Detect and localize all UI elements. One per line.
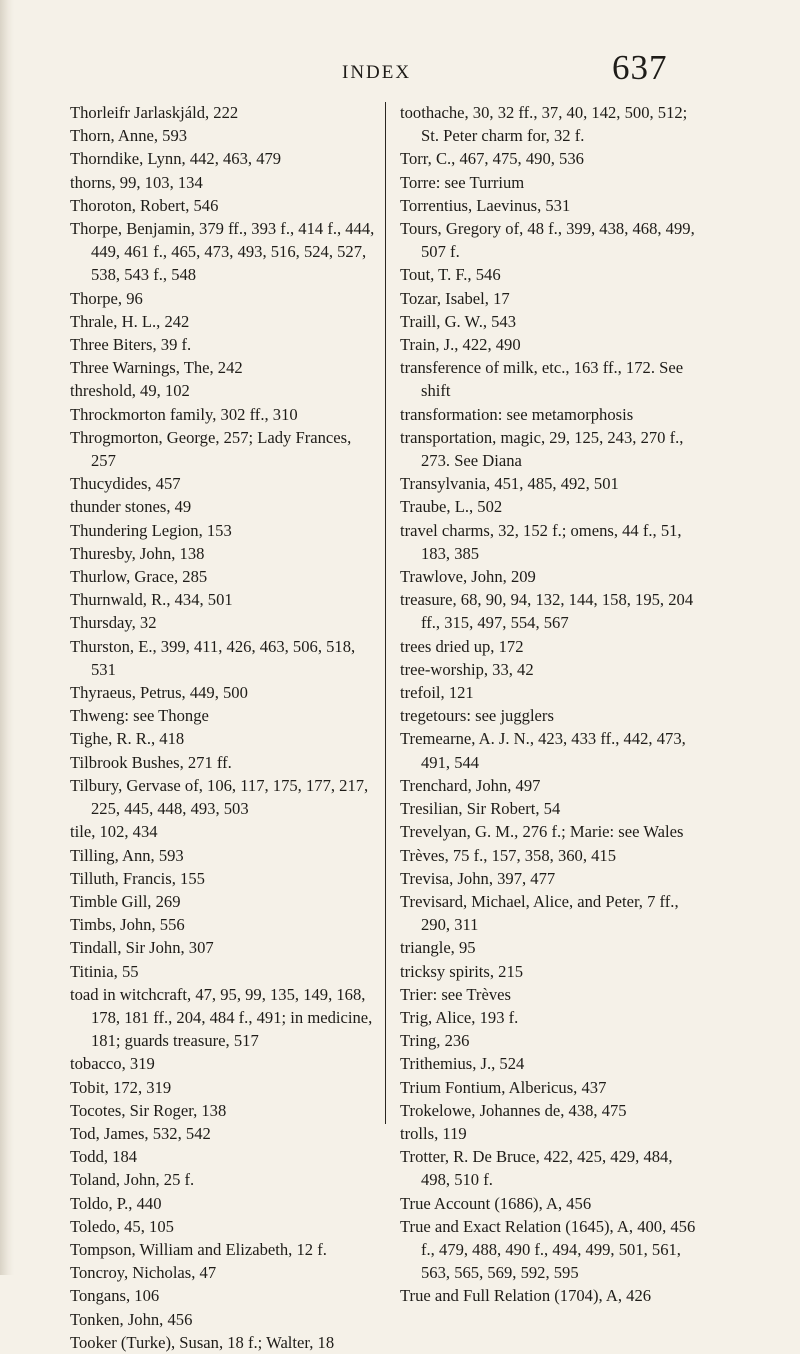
index-entry: Three Warnings, The, 242 (70, 358, 243, 378)
index-entry: Thorndike, Lynn, 442, 463, 479 (70, 149, 282, 169)
index-entry: toothache, 30, 32 ff., 37, 40, 142, 500, 512; St. Peter charm for, 32 f. (400, 103, 688, 146)
index-entry: Thorpe, 96 (70, 288, 143, 308)
index-entry: Thyraeus, Petrus, 449, 500 (70, 683, 248, 703)
index-entry: Torr, C., 467, 475, 490, 536 (400, 149, 584, 169)
index-column-right (400, 101, 704, 1308)
index-entry: tricksy spirits, 215 (400, 961, 524, 981)
running-head: INDEX (342, 62, 412, 83)
index-entry: Toledo, 45, 105 (70, 1216, 174, 1236)
index-entry: Tonken, John, 456 (70, 1309, 193, 1329)
index-entry: Thweng: see Thonge (70, 706, 209, 726)
index-entry: True and Full Relation (1704), A, 426 (400, 1286, 652, 1306)
index-entry: Thorn, Anne, 593 (70, 126, 188, 146)
index-entry: Traube, L., 502 (400, 497, 503, 517)
index-entry: trees dried up, 172 (400, 636, 524, 656)
index-entry: Thurston, E., 399, 411, 426, 463, 506, 518, 531 (70, 636, 356, 679)
index-entry: Trium Fontium, Albericus, 437 (400, 1077, 607, 1097)
index-entry: Timble Gill, 269 (70, 891, 181, 911)
index-entry: Thucydides, 457 (70, 474, 181, 494)
index-entry: Toncroy, Nicholas, 47 (70, 1263, 217, 1283)
index-entry: Thorleifr Jarlaskjáld, 222 (70, 103, 239, 122)
index-entry: Tours, Gregory of, 48 f., 399, 438, 468, 499, 507 f. (400, 219, 695, 262)
index-entry: Trèves, 75 f., 157, 358, 360, 415 (400, 845, 617, 865)
index-entry: treasure, 68, 90, 94, 132, 144, 158, 195, 204 ff., 315, 497, 554, 567 (400, 590, 694, 633)
index-entry: Thurnwald, R., 434, 501 (70, 590, 233, 610)
index-entry: thunder stones, 49 (70, 497, 192, 517)
index-entry: thorns, 99, 103, 134 (70, 172, 203, 192)
index-entry: Throgmorton, George, 257; Lady Frances, 257 (70, 427, 352, 471)
index-entry: Thursday, 32 (70, 613, 157, 633)
index-entry: Torre: see Turrium (400, 172, 525, 192)
index-entry: Titinia, 55 (70, 961, 139, 981)
index-entry: Train, J., 422, 490 (400, 335, 521, 355)
index-entry: Tresilian, Sir Robert, 54 (400, 799, 561, 819)
index-entry: Tilluth, Francis, 155 (70, 868, 205, 888)
index-entry: trefoil, 121 (400, 683, 474, 703)
index-entry: Tilling, Ann, 593 (70, 845, 184, 865)
index-entry: Tocotes, Sir Roger, 138 (70, 1100, 227, 1120)
index-entry: Trenchard, John, 497 (400, 775, 541, 795)
index-entry: Toland, John, 25 f. (70, 1170, 195, 1190)
index-entry: Thurlow, Grace, 285 (70, 567, 208, 587)
index-entry: Tod, James, 532, 542 (70, 1123, 211, 1143)
index-entry: Torrentius, Laevinus, 531 (400, 195, 571, 215)
index-entry: Todd, 184 (70, 1147, 138, 1167)
index-entry: Thorpe, Benjamin, 379 ff., 393 f., 414 f., 444, 449, 461 f., 465, 473, 493, 516, 524, 527, 538, 543 f., 548 (70, 219, 375, 285)
page-number: 637 (612, 48, 668, 87)
index-entry: transformation: see metamorphosis (400, 404, 634, 424)
index-entry: True Account (1686), A, 456 (400, 1193, 592, 1213)
index-entry: Timbs, John, 556 (70, 915, 185, 935)
index-entry: Trevisard, Michael, Alice, and Peter, 7 ff., 290, 311 (400, 891, 679, 935)
index-entry: Trawlove, John, 209 (400, 567, 536, 587)
index-entry: Traill, G. W., 543 (400, 311, 517, 331)
index-entry: threshold, 49, 102 (70, 381, 190, 401)
page-header (0, 42, 800, 102)
index-entry: Tilbrook Bushes, 271 ff. (70, 752, 232, 772)
index-entry: Tooker (Turke), Susan, 18 f.; Walter, 18 (70, 1332, 335, 1352)
index-entry: tree-worship, 33, 42 (400, 659, 534, 679)
index-entry: tobacco, 319 (70, 1054, 155, 1074)
index-entry: Tozar, Isabel, 17 (400, 288, 510, 308)
index-entry: Tremearne, A. J. N., 423, 433 ff., 442, 473, 491, 544 (400, 729, 686, 772)
index-entry: True and Exact Relation (1645), A, 400, 456 f., 479, 488, 490 f., 494, 499, 501, 561, 563, 565, 569, 592, 595 (400, 1216, 696, 1283)
index-entry: Transylvania, 451, 485, 492, 501 (400, 474, 619, 494)
index-entry: trolls, 119 (400, 1123, 467, 1143)
index-entry: Tobit, 172, 319 (70, 1077, 172, 1097)
index-entry: Trig, Alice, 193 f. (400, 1007, 519, 1027)
index-entry: Throckmorton family, 302 ff., 310 (70, 404, 298, 424)
index-entry: Trithemius, J., 524 (400, 1054, 525, 1074)
index-entry: Tring, 236 (400, 1031, 470, 1051)
index-entry: tregetours: see jugglers (400, 706, 554, 726)
index-entry: transference of milk, etc., 163 ff., 172. See shift (400, 358, 684, 401)
index-entry: Trokelowe, Johannes de, 438, 475 (400, 1100, 627, 1120)
index-entry: Tongans, 106 (70, 1286, 160, 1306)
index-entry: Trotter, R. De Bruce, 422, 425, 429, 484, 498, 510 f. (400, 1147, 673, 1190)
index-entry: Thuresby, John, 138 (70, 543, 205, 563)
index-entry: Trevelyan, G. M., 276 f.; Marie: see Wales (400, 822, 684, 842)
index-entry: Tout, T. F., 546 (400, 265, 501, 285)
index-entry: Three Biters, 39 f. (70, 335, 192, 355)
index-entry: Toldo, P., 440 (70, 1193, 162, 1213)
index-entry: Thundering Legion, 153 (70, 520, 232, 540)
index-entry: Tompson, William and Elizabeth, 12 f. (70, 1239, 327, 1259)
index-entry: transportation, magic, 29, 125, 243, 270 f., 273. See Diana (400, 427, 684, 471)
index-entry: Trier: see Trèves (400, 984, 511, 1004)
index-entry: Trevisa, John, 397, 477 (400, 868, 556, 888)
column-divider (385, 102, 386, 1124)
index-entry: triangle, 95 (400, 938, 476, 958)
index-entry: travel charms, 32, 152 f.; omens, 44 f., 51, 183, 385 (400, 520, 682, 563)
index-entry: Thrale, H. L., 242 (70, 311, 190, 331)
index-entry: Tighe, R. R., 418 (70, 729, 185, 749)
index-entry: Tilbury, Gervase of, 106, 117, 175, 177, 217, 225, 445, 448, 493, 503 (70, 775, 369, 819)
page-edge (0, 0, 14, 1275)
index-column-left (70, 101, 378, 1354)
index-entry: tile, 102, 434 (70, 822, 158, 842)
index-entry: Tindall, Sir John, 307 (70, 938, 214, 958)
index-entry: toad in witchcraft, 47, 95, 99, 135, 149, 168, 178, 181 ff., 204, 484 f., 491; in medicine, 181; guards treasure, 517 (70, 984, 373, 1051)
index-entry: Thoroton, Robert, 546 (70, 195, 219, 215)
